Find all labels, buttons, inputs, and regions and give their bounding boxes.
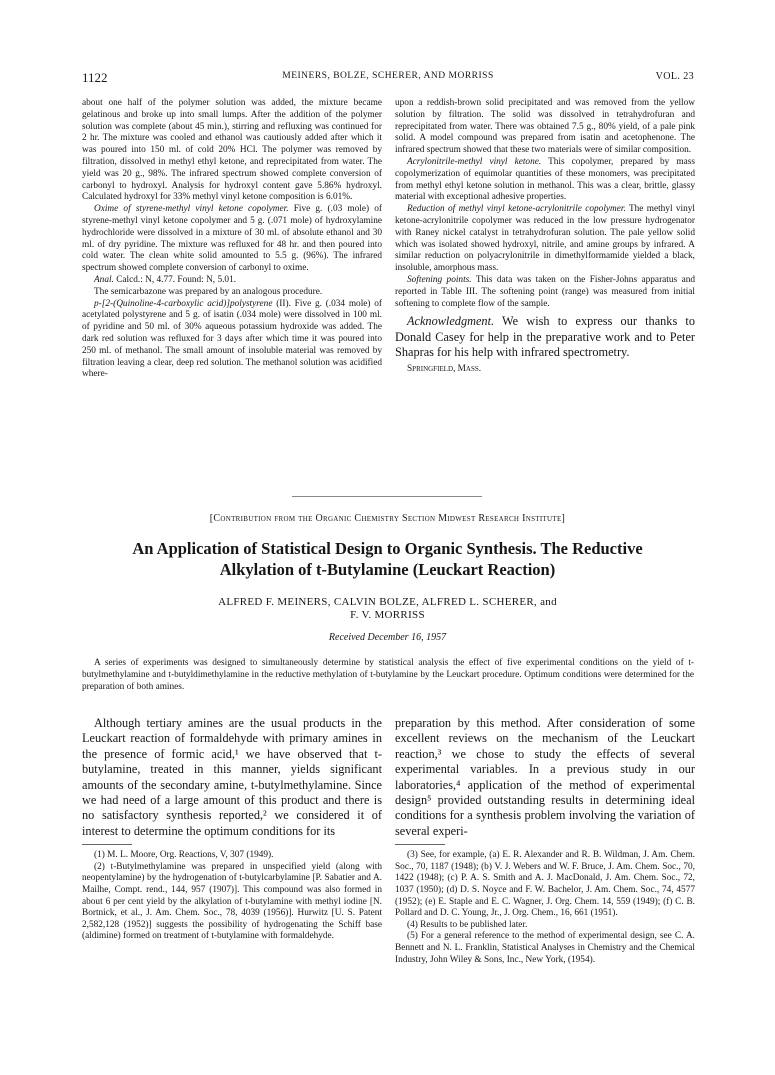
section-divider (292, 496, 482, 497)
paragraph: Acrylonitrile-methyl vinyl ketone. This copolymer, prepared by mass copolymerization of equimolar quantities of these monomers, was precipitated from methyl ethyl ketone solution in methanol. This was a clear, brittle, glassy material with exceptional adhesive properties. (395, 156, 695, 203)
footnote: (3) See, for example, (a) E. R. Alexander and R. B. Wildman, J. Am. Chem. Soc., 70, 1187 (1948); (b) V. J. Webers and W. F. Bruce, J. Am. Chem. Soc., 70, 1422 (1948); (c) P. A. S. Smith and A. J. MacDonald, J. Am. Chem. Soc., 72, 1037 (1950); (d) D. S. Noyce and F. W. Bachelor, J. Am. Chem. Soc., 74, 4577 (1952); (e) E. Staple and E. C. Wagner, J. Org. Chem. 14, 559 (1949); (f) C. B. Pollard and D. C. Young, Jr., J. Org. Chem., 16, 661 (1951). (395, 850, 695, 919)
title-line: An Application of Statistical Design to Organic Synthesis. The Reductive (132, 539, 643, 558)
location: Springfield, Mass. (407, 363, 482, 374)
body-paragraph: preparation by this method. After consideration of some excellent reviews on the mechanism of the Leuckart reaction,³ we chose to study the effects of several experimental variables. In a previous study in our laboratories,⁴ application of the method of experimental design⁵ provided outstanding results in determining ideal conditions for a synthesis problem involving the variation of several experi- (395, 716, 695, 838)
paragraph: The semicarbazone was prepared by an analogous procedure. (94, 286, 323, 297)
body-paragraph: Although tertiary amines are the usual products in the Leuckart reaction of formaldehyde with primary amines in the presence of formic acid,¹ we have observed that t-butylamine, treated in this manner, yields significant amounts of the secondary amine, t-butylmethylamine. Since we had need of a large amount of this product and there is no satisfactory synthesis reported,² we considered it of interest to determine the optimum conditions for its (82, 716, 382, 838)
footnote-rule (395, 844, 445, 845)
paragraph-heading: Anal. (94, 274, 114, 285)
received-date: Received December 16, 1957 (328, 632, 447, 643)
paragraph-heading: Reduction of methyl vinyl ketone-acrylonitrile copolymer. (407, 204, 626, 215)
footnote: (5) For a general reference to the method of experimental design, see C. A. Bennett and N. L. Franklin, Statistical Analyses in Chemistry and the Chemical Industry, John Wiley & Sons, Inc., New York, (1954). (395, 931, 695, 965)
authors (110, 596, 665, 622)
paragraph-heading: p-[2-(Quinoline-4-carboxylic acid)]polystyrene (94, 298, 273, 309)
contribution-line: [Contribution from the Organic Chemistry Section Midwest Research Institute] (209, 513, 566, 524)
running-head: MEINERS, BOLZE, SCHERER, AND MORRISS (282, 71, 494, 81)
footnote: (4) Results to be published later. (407, 919, 528, 930)
acknowledgment-heading: Acknowledgment. (407, 314, 495, 329)
page-header (82, 70, 694, 86)
paragraph: about one half of the polymer solution was added, the mixture became gelatinous and broke up into small lumps. After the addition of the polymer solution was complete (about 45 min.), stirring and refluxing was continued for 2 hr. The mixture was cooled and ethanol was cautiously added after which it was poured into 150 ml. of cold 20% HCl. The polymer was removed by filtration, dissolved in methyl ethyl ketone, and reprecipitated from water. The yield was 20 g., 98%. The infrared spectrum showed complete conversion of carbonyl to hydroxyl. Analysis for hydroxyl content gave 5.86% hydroxyl. Calculated hydroxyl for 33% methyl vinyl ketone composition is 6.01%. (82, 98, 382, 203)
volume-label: VOL. 23 (655, 71, 694, 82)
footnotes (395, 850, 695, 966)
authors-line: F. V. MORRISS (350, 609, 425, 621)
paragraph: Oxime of styrene-methyl vinyl ketone copolymer. Five g. (.03 mole) of styrene-methyl vinyl ketone copolymer and 5 g. (.071 mole) of hydroxylamine hydrochloride were dissolved in a mixture of 30 ml. of absolute ethanol and 30 ml. of dry pyridine. The mixture was refluxed for 48 hr. and then poured into cold water. The clean white solid amounted to 5.5 g. (96%). The infrared spectrum showed complete conversion of carbonyl to oxime. (82, 204, 382, 274)
paragraph: Reduction of methyl vinyl ketone-acrylonitrile copolymer. The methyl vinyl ketone-acrylonitrile copolymer was reduced in the low pressure hydrogenator with Raney nickel catalyst in tetrahydrofuran solution. The pale yellow solid which was isolated showed hydroxyl, nitrile, and amine groups by infrared. A similar reduction on polyacrylonitrile in dimethylformamide yielded a black, insoluble, amorphous mass. (395, 204, 695, 274)
article-title (90, 538, 685, 580)
paragraph-heading: Softening points. (407, 274, 472, 285)
page-number: 1122 (82, 70, 108, 85)
top-left-column (82, 98, 382, 381)
acknowledgment: Acknowledgment. We wish to express our thanks to Donald Casey for help in the preparative work and to Peter Shapras for his help with infrared spectrometry. (395, 314, 695, 360)
title-line: Alkylation of t-Butylamine (Leuckart Reaction) (219, 560, 556, 579)
body-left-column (82, 716, 382, 943)
paragraph: Softening points. This data was taken on the Fisher-Johns apparatus and reported in Table III. The softening point (range) was measured from initial softening to complete flow of the sample. (395, 274, 695, 309)
authors-line: ALFRED F. MEINERS, CALVIN BOLZE, ALFRED L. SCHERER, and (218, 596, 557, 608)
paragraph: upon a reddish-brown solid precipitated and was removed from the yellow solution by filtration. The solid was dissolved in tetrahydrofuran and reprecipitated from water. There was obtained 7.5 g., 80% yield, of a pale pink solid. A model compound was prepared from isatin and acetophenone. The infrared spectrum showed that these two materials were of similar composition. (395, 98, 695, 156)
top-right-column (395, 98, 695, 375)
paragraph-heading: Oxime of styrene-methyl vinyl ketone copolymer. (94, 204, 289, 215)
footnote: (2) t-Butylmethylamine was prepared in unspecified yield (along with neopentylamine) by the hydrogenation of t-butylcarbylamine [P. Sabatier and A. Mailhe, Compt. rend., 144, 957 (1907)]. This compound was also formed in about 6 per cent yield by the alkylation of t-butylamine with methyl iodine [N. Bortnick, et al., J. Am. Chem. Soc., 78, 4039 (1956)]. Hurwitz [U. S. Patent 2,582,128 (1952)] suggests the possibility of hydrogenating the Schiff base (aldimine) formed on treatment of t-butylamine with formaldehyde. (82, 861, 382, 942)
footnote-rule (82, 844, 132, 845)
footnote: (1) M. L. Moore, Org. Reactions, V, 307 (1949). (94, 850, 274, 861)
footnotes (82, 850, 382, 943)
abstract: A series of experiments was designed to simultaneously determine by statistical analysis the effect of five experimental conditions on the yield of t-butylmethylamine and t-butyldimethylamine in the reductive methylation of t-butylamine by the Leuckart procedure. Optimum conditions were determined for the preparation of both amines. (82, 658, 694, 692)
paragraph-heading: Acrylonitrile-methyl vinyl ketone. (407, 156, 542, 167)
paragraph: Anal. Calcd.: N, 4.77. Found: N, 5.01. (94, 274, 237, 285)
body-right-column (395, 716, 695, 966)
paragraph: p-[2-(Quinoline-4-carboxylic acid)]polystyrene (II). Five g. (.034 mole) of acetylated polystyrene and 5 g. of isatin (.034 mole) were dissolved in 100 ml. of pyridine and 50 ml. of 30% aqueous potassium hydroxide was added. The dark red solution was refluxed for 3 days after which time it was poured into 250 ml. of methanol. The small amount of insoluble material was removed by filtration leaving a clear, deep red solution. The methanol solution was acidified where- (82, 298, 383, 380)
